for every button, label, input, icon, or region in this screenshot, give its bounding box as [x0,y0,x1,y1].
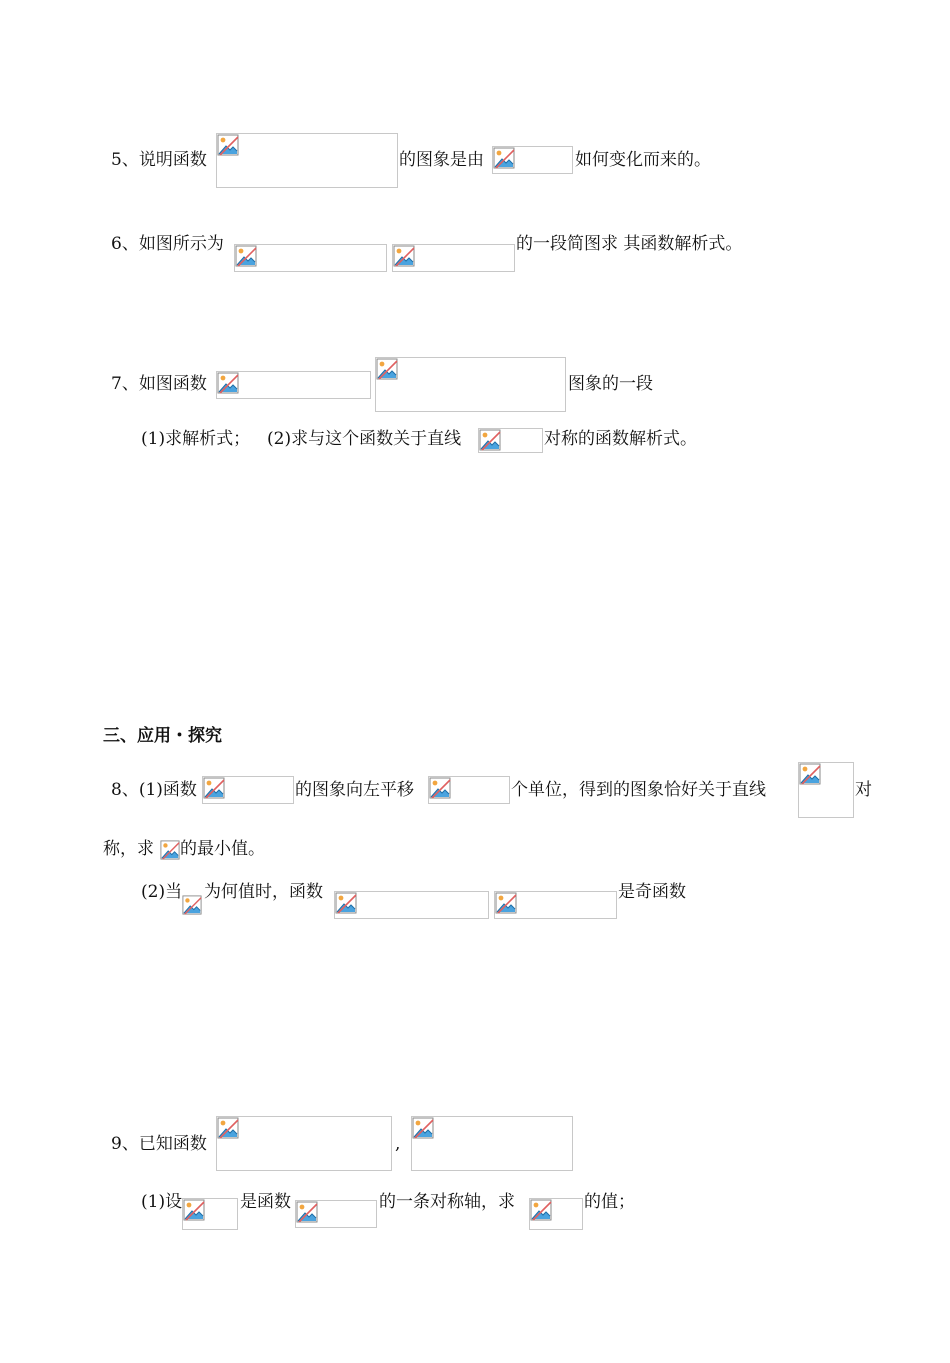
formula-image [295,1200,377,1228]
broken-image-icon [203,777,225,799]
q8-part2-a: (2)当 [141,882,183,902]
q5-mid: 的图象是由 [399,150,484,170]
q7-part2-tail: 对称的函数解析式。 [544,429,697,449]
q5-label: 5、说明函数 [111,150,207,170]
broken-image-icon [393,245,415,267]
q8-part2-b: 为何值时，函数 [204,882,323,902]
formula-image [234,244,387,272]
broken-image-icon [799,763,821,785]
broken-image-icon [217,134,239,156]
formula-image [392,244,515,272]
formula-image [182,1198,238,1230]
q9-part1-b: 是函数 [240,1192,291,1212]
q7-tail: 图象的一段 [568,374,653,394]
q8-mid1: 的图象向左平移 [295,780,414,800]
formula-image [411,1116,573,1171]
q9-comma: , [395,1134,401,1154]
formula-image [492,146,573,174]
formula-image [798,762,854,818]
broken-image-icon [412,1117,434,1139]
broken-image-icon [335,892,357,914]
broken-image-icon [296,1201,318,1223]
q8-label: 8、(1)函数 [111,780,197,800]
q8-line2-b: 的最小值。 [180,839,265,859]
q5-tail: 如何变化而来的。 [575,150,711,170]
q7-label: 7、如图函数 [111,374,207,394]
broken-image-icon [479,429,501,451]
broken-image-icon [235,245,257,267]
section-title: 三、应用・探究 [103,726,222,746]
broken-image-icon [160,840,180,860]
q9-label: 9、已知函数 [111,1134,207,1154]
broken-image-icon [217,1117,239,1139]
q6-label: 6、如图所示为 [111,234,224,254]
formula-image [375,357,566,412]
q8-line2-a: 称，求 [103,839,154,859]
broken-image-icon [217,372,239,394]
formula-image [182,895,202,917]
broken-image-icon [183,1199,205,1221]
q9-part1-a: (1)设 [141,1192,183,1212]
broken-image-icon [376,358,398,380]
q9-part1-d: 的值； [584,1192,635,1212]
formula-image [334,891,489,919]
broken-image-icon [493,147,515,169]
q7-part2: (2)求与这个函数关于直线 [267,429,462,449]
q6-tail: 的一段简图求 其函数解析式。 [516,234,743,254]
broken-image-icon [429,777,451,799]
formula-image [160,840,180,862]
broken-image-icon [495,892,517,914]
q7-part1: (1)求解析式； [141,429,251,449]
formula-image [494,891,617,919]
q8-tail: 对 [855,780,872,800]
broken-image-icon [182,895,202,915]
formula-image [478,428,543,453]
formula-image [216,1116,392,1171]
q8-mid2: 个单位，得到的图象恰好关于直线 [511,780,766,800]
q9-part1-c: 的一条对称轴，求 [379,1192,515,1212]
formula-image [202,776,294,804]
formula-image [529,1198,583,1230]
formula-image [428,776,510,804]
formula-image [216,133,398,188]
broken-image-icon [530,1199,552,1221]
q8-part2-tail: 是奇函数 [618,882,686,902]
formula-image [216,371,371,399]
